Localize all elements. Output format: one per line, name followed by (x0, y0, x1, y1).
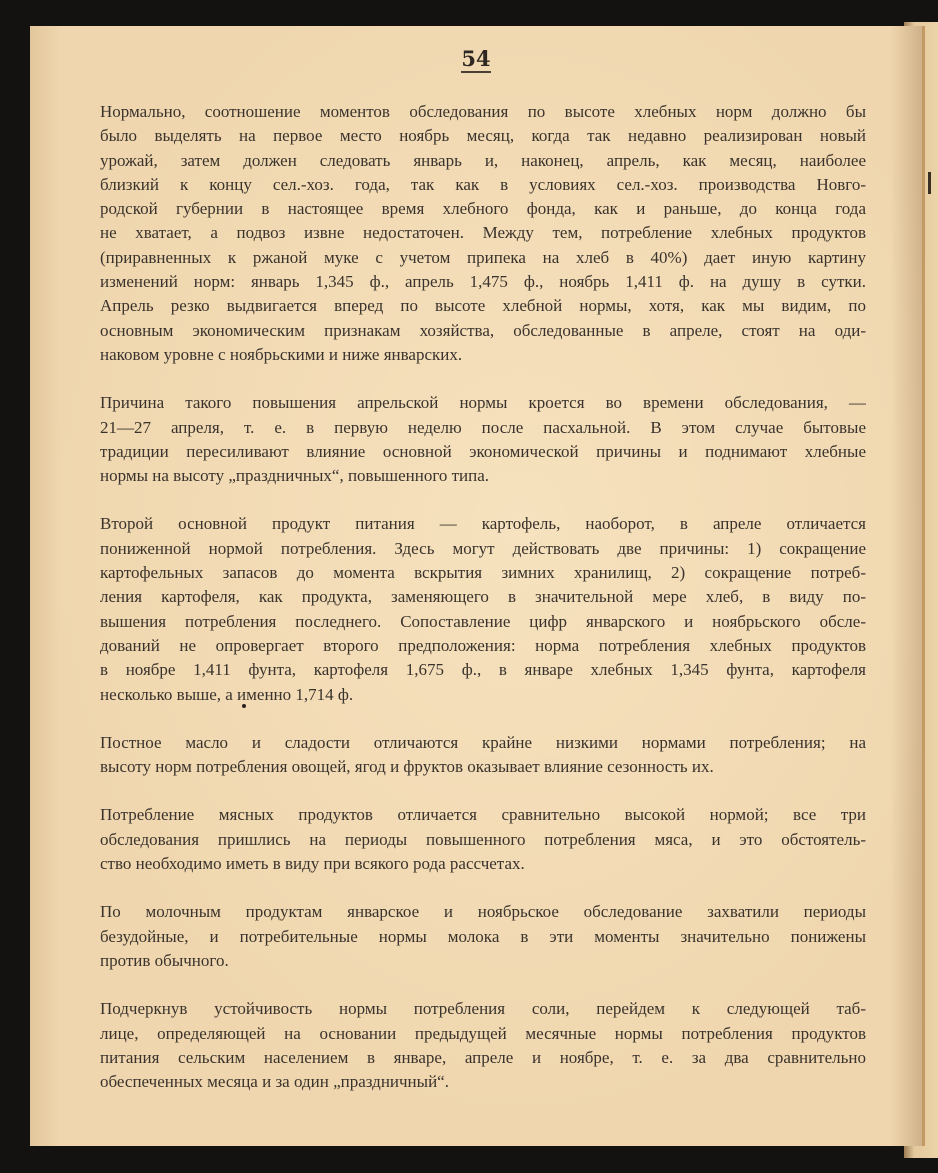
page-number: 54 (30, 46, 922, 73)
text-line: пониженной нормой потребления. Здесь могут действовать две причины: 1) сокращение (100, 538, 866, 558)
paragraph-6 (100, 900, 866, 973)
text-line: 21—27 апреля, т. е. в первую неделю после пасхальной. В этом случае бытовые (100, 417, 866, 437)
text-line: было выделять на первое место ноябрь месяц, когда так недавно реализирован новый (100, 126, 866, 146)
text-line: Подчеркнув устойчивость нормы потребления соли, перейдем к следующей таб- (100, 999, 866, 1019)
paragraph-2 (100, 391, 866, 488)
text-line: близкий к концу сел.-хоз. года, так как в условиях сел.-хоз. производства Новго- (100, 174, 866, 194)
text-line: родской губернии в настоящее время хлебного фонда, как и раньше, до конца года (100, 199, 866, 219)
paragraph-3 (100, 512, 866, 706)
text-line: вышения потребления последнего. Сопоставление цифр январского и ноябрьского обсле- (100, 611, 866, 631)
text-line: изменений норм: январь 1,345 ф., апрель 1,475 ф., ноябрь 1,411 ф. на душу в сутки. (100, 272, 866, 292)
book-page (30, 26, 925, 1146)
paragraph-4 (100, 731, 866, 780)
text-line: высоту норм потребления овощей, ягод и фруктов оказывает влияние сезонность их. (100, 757, 714, 777)
text-line: несколько выше, а именно 1,714 ф. (100, 684, 354, 704)
text-line: По молочным продуктам январское и ноябрьское обследование захватили периоды (100, 902, 866, 922)
text-line: против обычного. (100, 950, 229, 970)
text-line: (приравненных к ржаной муке с учетом припека на хлеб в 40%) дает иную картину (100, 247, 866, 267)
text-line: дований не опровергает второго предположения: норма потребления хлебных продуктов (100, 635, 866, 655)
text-line: традиции пересиливают влияние основной экономической причины и поднимают хлебные (100, 441, 866, 461)
text-line: Нормально, соотношение моментов обследования по высоте хлебных норм должно бы (100, 102, 866, 121)
text-line: Потребление мясных продуктов отличается сравнительно высокой нормой; все три (100, 805, 866, 825)
text-line: не хватает, а подвоз извне недостаточен. Между тем, потребление хлебных продуктов (100, 223, 866, 243)
ink-speck (242, 704, 246, 708)
paragraph-5 (100, 803, 866, 876)
paragraph-1 (100, 100, 866, 367)
text-line: основным экономическим признакам хозяйства, обследованные в апреле, стоят на оди- (100, 320, 866, 340)
text-line: безудойные, и потребительные нормы молока в эти моменты значительно понижены (100, 926, 866, 946)
adjacent-page-mark (928, 172, 931, 194)
text-line: в ноябре 1,411 фунта, картофеля 1,675 ф., в январе хлебных 1,345 фунта, картофеля (100, 660, 866, 680)
text-line: обследования пришлись на периоды повышенного потребления мяса, и это обстоятель- (100, 829, 866, 849)
text-line: ство необходимо иметь в виду при всякого рода рассчетах. (100, 854, 525, 874)
text-line: наковом уровне с ноябрьскими и ниже январских. (100, 344, 463, 364)
text-line: обеспеченных месяца и за один „праздничный“. (100, 1072, 449, 1092)
text-line: урожай, затем должен следовать январь и, наконец, апрель, как месяц, наиболее (100, 150, 866, 170)
text-line: Апрель резко выдвигается вперед по высоте хлебной нормы, хотя, как мы видим, по (100, 296, 866, 316)
body-text (100, 100, 866, 1118)
text-line: Второй основной продукт питания — картофель, наоборот, в апреле отличается (100, 514, 866, 534)
text-line: картофельных запасов до момента вскрытия зимних хранилищ, 2) сокращение потреб- (100, 563, 866, 583)
text-line: Причина такого повышения апрельской нормы кроется во времени обследования, — (100, 393, 866, 413)
paragraph-7 (100, 997, 866, 1094)
text-line: лице, определяющей на основании предыдущей месячные нормы потребления продуктов (100, 1023, 866, 1043)
text-line: ления картофеля, как продукта, заменяющего в значительной мере хлеб, в виду по- (100, 587, 866, 607)
text-line: питания сельским населением в январе, апреле и ноябре, т. е. за два сравнительно (100, 1047, 866, 1067)
text-line: нормы на высоту „праздничных“, повышенного типа. (100, 466, 490, 486)
text-line: Постное масло и сладости отличаются крайне низкими нормами потребления; на (100, 732, 866, 752)
